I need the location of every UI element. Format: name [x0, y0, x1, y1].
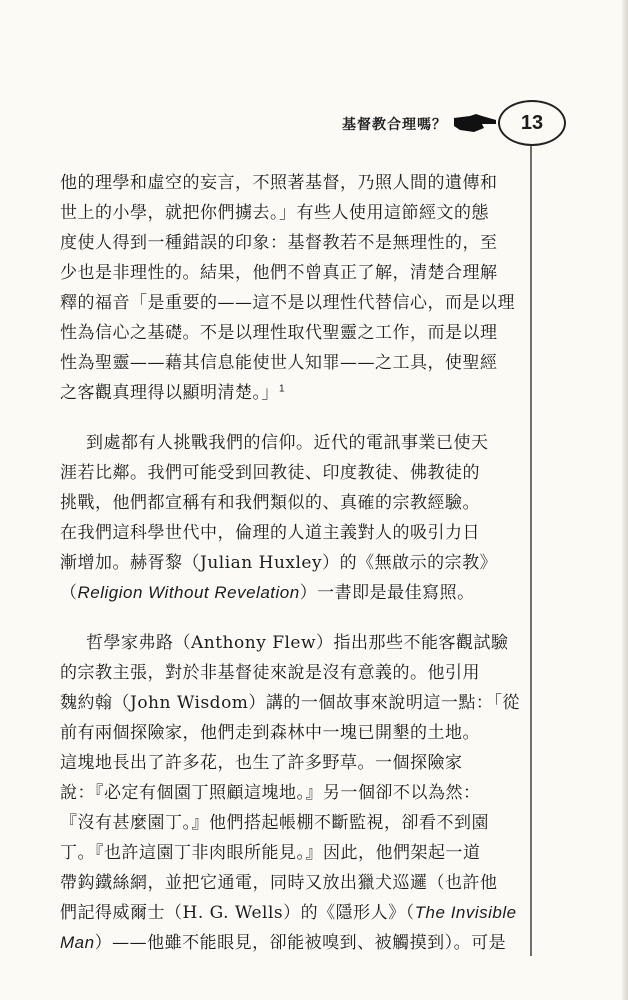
text-line-content: 之客觀真理得以顯明清楚。」 — [60, 383, 279, 403]
text-line: 丁。『也許這園丁非肉眼所能見。』因此，他們架起一道 — [60, 843, 481, 863]
page-number: 13 — [498, 100, 566, 146]
text-line: 少也是非理性的。結果，他們不曾真正了解，清楚合理解 — [60, 263, 498, 283]
text-line — [60, 898, 520, 928]
book-title-italic: Religion Without Revelation — [77, 583, 300, 602]
paragraph-2 — [60, 428, 520, 608]
text-line: 帶鈎鐵絲網，並把它通電，同時又放出獵犬巡邏（也許他 — [60, 873, 498, 893]
text-line-content: ）——他雖不能眼見，卻能被嗅到、被觸摸到）。可是 — [94, 933, 507, 953]
scan-edge — [622, 0, 628, 1000]
book-title-italic: The Invisible — [414, 903, 517, 922]
footnote-marker: 1 — [279, 383, 286, 395]
book-title-italic: Man — [60, 933, 95, 952]
text-line: 性為聖靈——藉其信息能使世人知罪——之工具，使聖經 — [60, 353, 498, 373]
pointing-hand-icon — [452, 112, 498, 134]
text-line: 前有兩個探險家，他們走到森林中一塊已開墾的土地。 — [60, 723, 480, 743]
paragraph-3 — [60, 628, 520, 958]
text-line: 到處都有人挑戰我們的信仰。近代的電訊事業已使天 — [86, 433, 489, 453]
text-line — [60, 378, 520, 408]
text-line: 在我們這科學世代中，倫理的人道主義對人的吸引力日 — [60, 523, 480, 543]
text-line: 挑戰，他們都宣稱有和我們類似的、真確的宗教經驗。 — [60, 493, 480, 513]
body-text — [60, 168, 520, 978]
text-line: 哲學家弗路（Anthony Flew）指出那些不能客觀試驗 — [86, 633, 509, 653]
text-line: 的宗教主張，對於非基督徒來說是沒有意義的。他引用 — [60, 663, 480, 683]
text-line: 漸增加。赫胥黎（Julian Huxley）的《無啟示的宗教》 — [60, 553, 498, 573]
text-line: 世上的小學，就把你們擄去。」有些人使用這節經文的態 — [60, 203, 489, 223]
text-line: 涯若比鄰。我們可能受到回教徒、印度教徒、佛教徒的 — [60, 463, 480, 483]
running-header — [330, 100, 590, 150]
text-line: 『沒有甚麼園丁。』他們搭起帳棚不斷監視，卻看不到園 — [60, 813, 489, 833]
text-line: 性為信心之基礎。不是以理性取代聖靈之工作，而是以理 — [60, 323, 498, 343]
running-title: 基督教合理嗎？ — [342, 117, 447, 133]
text-line: 這塊地長出了許多花，也生了許多野草。一個探險家 — [60, 753, 463, 773]
text-line-content: ）一書即是最佳寫照。 — [299, 583, 475, 603]
text-line: 魏約翰（John Wisdom）講的一個故事來說明這一點：「從 — [60, 693, 520, 713]
text-line: 說：『必定有個園丁照顧這塊地。』另一個卻不以為然： — [60, 783, 481, 803]
text-line: （Religion Without Revelation）一書即是最佳寫照。 — [60, 583, 475, 603]
text-line-content: 們記得威爾士（H. G. Wells）的《隱形人》（ — [60, 903, 415, 923]
text-line — [60, 928, 520, 958]
text-line: 釋的福音「是重要的——這不是以理性代替信心，而是以理 — [60, 293, 515, 313]
margin-rule — [530, 146, 532, 956]
text-line: 度使人得到一種錯誤的印象：基督教若不是無理性的，至 — [60, 233, 498, 253]
text-line: 他的理學和虛空的妄言，不照著基督，乃照人間的遺傳和 — [60, 173, 498, 193]
paragraph-1 — [60, 168, 520, 408]
